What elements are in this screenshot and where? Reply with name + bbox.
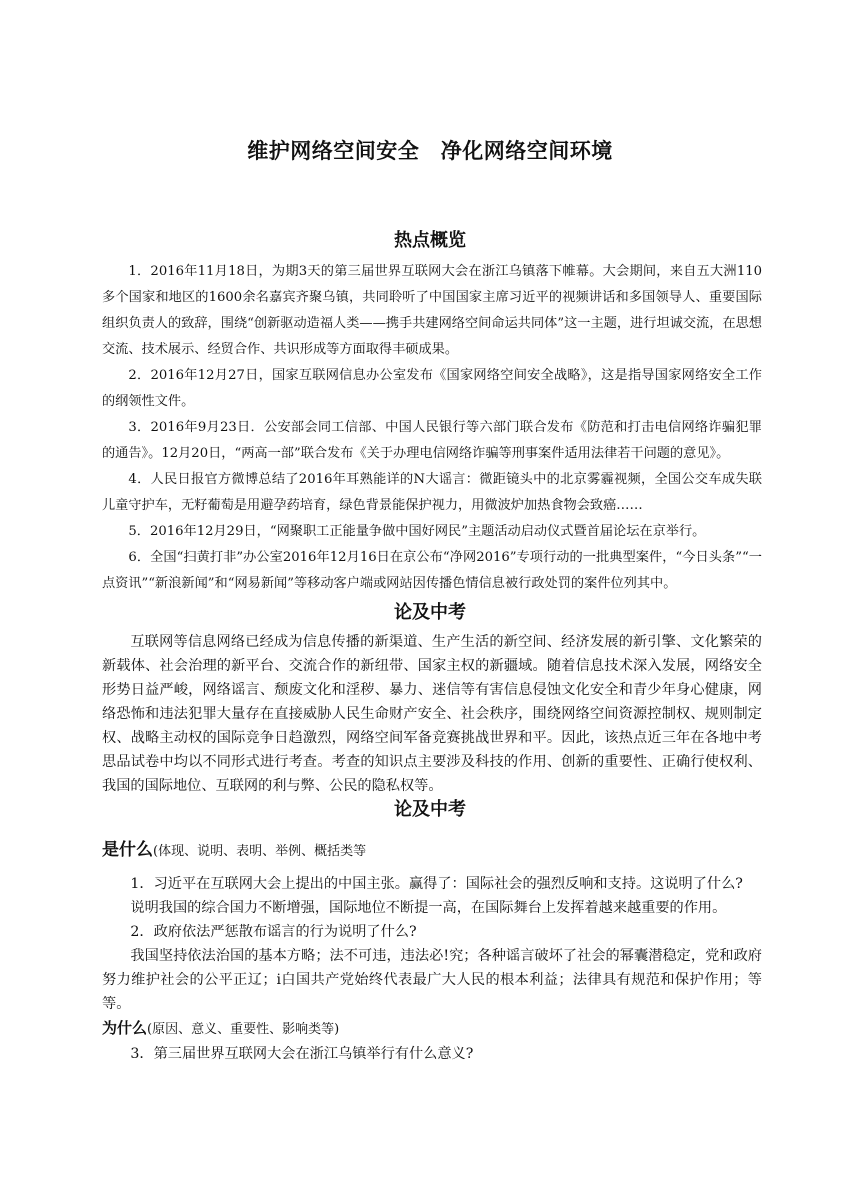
why-subheading <box>102 1016 762 1042</box>
exam-heading-1: 论及中考 <box>394 602 466 623</box>
question-1: 1．习近平在互联网大会上提出的中国主张。赢得了：国际社会的强烈反响和支持。这说明了什么? <box>130 876 743 892</box>
what-subheading <box>102 838 762 864</box>
what-label: 是什么 <box>102 840 153 860</box>
overview-item-5: 5．2016年12月29日，“网聚职工正能量争做中国好网民”主题活动启动仪式暨首届论坛在京举行。 <box>128 524 706 539</box>
answer-2: 我国坚持依法治国的基本方略；法不可违，违法必!究；各种谣言破坏了社会的幂囊潜稳定，党和政府努力维护社会的公平正辽；i白国共产党始终代表最广大人民的根本利益；法律具有规范和保护作用；等等。 <box>102 948 762 1012</box>
what-note: (体现、说明、表明、举例、概括类等 <box>153 844 367 859</box>
question-2: 2．政府依法严惩散布谣言的行为说明了什么? <box>130 924 417 940</box>
overview-item-1: 1．2016年11月18日，为期3天的第三届世界互联网大会在浙江乌镇落下帷幕。大会期间，来自五大洲110多个国家和地区的1600余名嘉宾齐聚乌镇，共同聆听了中国国家主席习近平的视频讲话和多国领导人、重要国际组织负责人的致辞，围绕“创新驱动造福人类——携手共建网络空间命运共同体”这一主题，进行坦诚交流，在思想交流、技术展示、经贸合作、共识形成等方面取得丰硕成果。 <box>102 264 762 357</box>
exam-heading-2: 论及中考 <box>394 799 466 820</box>
overview-list <box>102 259 762 597</box>
why-label: 为什么 <box>102 1019 148 1037</box>
qa-section <box>102 838 762 1066</box>
overview-item-2: 2．2016年12月27日，国家互联网信息办公室发布《国家网络空间安全战略》，这是指导国家网络安全工作的纲领性文件。 <box>102 368 762 409</box>
exam-analysis <box>102 630 762 798</box>
overview-item-3: 3．2016年9月23日．公安部会同工信部、中国人民银行等六部门联合发布《防范和打击电信网络诈骗犯罪的通告》。12月20日，“两高一部”联合发布《关于办理电信网络诈骗等刑事案件适用法律若干问题的意见》。 <box>102 420 762 461</box>
overview-item-6: 6．全国“扫黄打非”办公室2016年12月16日在京公布“净网2016”专项行动的一批典型案件，“今日头条”“一点资讯”“新浪新闻”和“网易新闻”等移动客户端或网站因传播色情信息被行政处罚的案件位列其中。 <box>102 550 762 591</box>
overview-heading: 热点概览 <box>394 230 466 251</box>
answer-1: 说明我国的综合国力不断增强，国际地位不断提一高，在国际舞台上发挥着越来越重要的作用。 <box>130 900 727 916</box>
overview-item-4: 4．人民日报官方微博总结了2016年耳熟能详的N大谣言：微距镜头中的北京雾霾视频，全国公交车成失联儿童守护车，无籽葡萄是用避孕药培育，绿色背景能保护视力，用微波炉加热食物会致癌…… <box>102 472 762 513</box>
exam-paragraph: 互联网等信息网络已经成为信息传播的新渠道、生产生活的新空间、经济发展的新引擎、文化繁荣的新载体、社会治理的新平台、交流合作的新纽带、国家主权的新疆域。随着信息技术深入发展，网络安全形势日益严峻，网络谣言、颓废文化和淫秽、暴力、迷信等有害信息侵蚀文化安全和青少年身心健康，网络恐怖和违法犯罪大量存在直接威胁人民生命财产安全、社会秩序，围绕网络空间资源控制权、规则制定权、战略主动权的国际竞争日趋激烈，网络空间军备竞赛挑战世界和平。因此，该热点近三年在各地中考思品试卷中均以不同形式进行考查。考查的知识点主要涉及科技的作用、创新的重要性、正确行使权利、我国的国际地位、互联网的利与弊、公民的隐私权等。 <box>102 634 762 794</box>
question-3: 3．第三届世界互联网大会在浙江乌镇举行有什么意义? <box>130 1046 474 1062</box>
page-title: 维护网络空间安全 净化网络空间环境 <box>247 139 613 163</box>
why-note: (原因、意义、重要性、影响类等) <box>147 1022 340 1037</box>
